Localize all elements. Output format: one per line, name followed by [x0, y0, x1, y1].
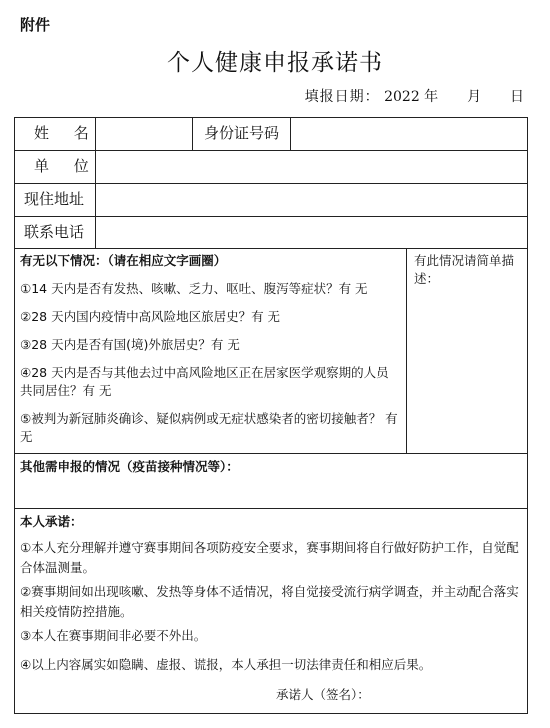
fill-date-label: 填报日期：: [304, 89, 380, 105]
commitment-item: ④以上内容属实如隐瞒、虚报、谎报，本人承担一切法律责任和相应后果。: [20, 657, 432, 672]
commitment-item: ①本人充分理解并遵守赛事期间各项防疫安全要求，赛事期间将自行做好防护工作，自觉配合体温测量。: [20, 540, 519, 575]
fill-date: [305, 86, 524, 106]
condition-item: ⑤被判为新冠肺炎确诊、疑似病例或无症状感染者的密切接触者？ 有 无: [20, 411, 398, 444]
fill-date-day: 日: [510, 89, 524, 105]
commitment-heading: 本人承诺：: [20, 514, 83, 529]
description-label: 有此情况请简单描述：: [414, 253, 515, 286]
signature-label: 承诺人（签名）：: [276, 687, 370, 702]
condition-item: ①14 天内是否有发热、咳嗽、乏力、呕吐、腹泻等症状？有 无: [20, 281, 368, 296]
id-number-label: 身份证号码: [204, 124, 280, 142]
commitment-item: ③本人在赛事期间非必要不外出。: [20, 628, 207, 643]
fill-date-year: 2022 年: [384, 89, 439, 105]
condition-item: ④28 天内是否与其他去过中高风险地区正在居家医学观察期的人员共同居住？有 无: [20, 365, 389, 398]
name-label: 姓 名: [34, 124, 99, 142]
declaration-form: [14, 117, 528, 714]
condition-item: ③28 天内是否有国(境)外旅居史？有 无: [20, 337, 240, 352]
attachment-label: 附件: [20, 16, 51, 34]
fill-date-month: 月: [467, 89, 482, 105]
phone-label: 联系电话: [24, 223, 85, 241]
commitment-item: ②赛事期间如出现咳嗽、发热等身体不适情况，将自觉接受流行病学调查，并主动配合落实相关疫情防控措施。: [20, 584, 519, 619]
address-label: 现住地址: [24, 190, 85, 208]
condition-item: ②28 天内国内疫情中高风险地区旅居史？有 无: [20, 309, 281, 324]
employer-label: 单 位: [34, 157, 99, 175]
conditions-heading: 有无以下情况：（请在相应文字画圈）: [20, 253, 227, 268]
page-title: 个人健康申报承诺书: [167, 50, 383, 76]
other-report-heading: 其他需申报的情况（疫苗接种情况等）：: [20, 459, 239, 474]
